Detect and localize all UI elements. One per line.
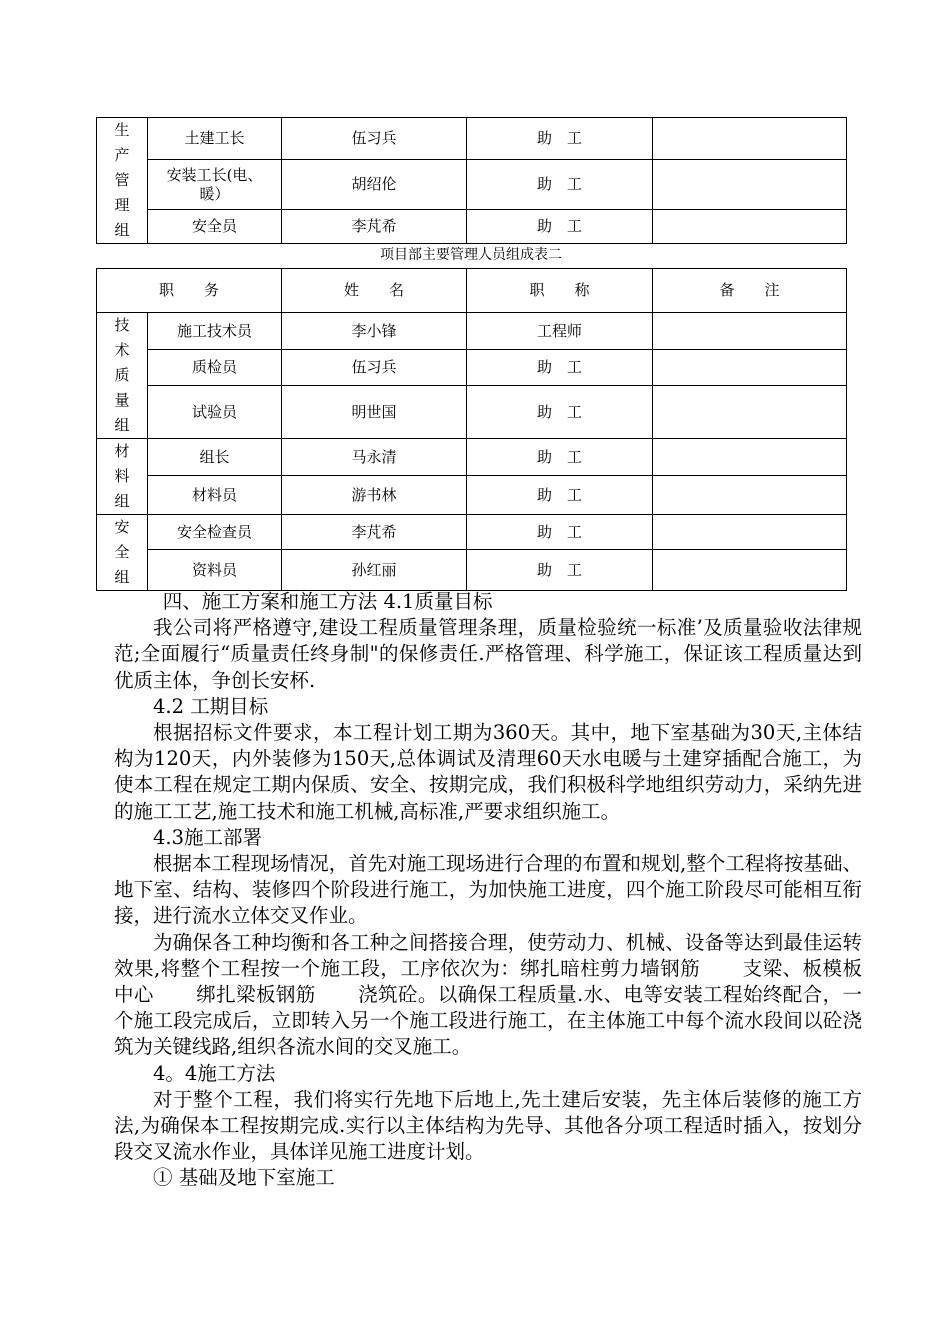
group-safety: 安全组 [97,515,148,591]
name-cell: 伍习兵 [282,350,467,386]
role-cell: 组长 [148,439,282,476]
header-note: 备 注 [653,269,847,313]
list-item: ① 基础及地下室施工 [153,1166,335,1190]
header-name: 姓 名 [282,269,467,313]
group-production: 生产管理组 [97,118,148,244]
note-cell [653,550,847,591]
title-cell: 助 工 [467,515,653,550]
title-cell: 工程师 [467,313,653,350]
title-cell: 助 工 [467,160,653,210]
subsection-heading: 4。4施工方法 [153,1061,276,1085]
paragraph: 根据本工程现场情况，首先对施工现场进行合理的布置和规划,整个工程将按基础、地下室、结构、装修四个阶段进行施工，为加快施工进度，四个施工阶段尽可能相互衔接，进行流水立体交叉作业。 [114,852,862,928]
name-cell: 李芃希 [282,210,467,244]
group-materials: 材料组 [97,439,148,515]
title-cell: 助 工 [467,476,653,515]
paragraph: 我公司将严格遵守,建设工程质量管理条理，质量检验统一标准’及质量验收法律规范;全面履行“质量责任终身制"的保修责任.严格管理、科学施工，保证该工程质量达到优质主体，争创长安杯. [114,616,862,692]
note-cell [653,515,847,550]
name-cell: 孙红丽 [282,550,467,591]
paragraph: 对于整个工程，我们将实行先地下后地上,先土建后安装，先主体后装修的施工方法,为确保本工程按期完成.实行以主体结构为先导、其他各分项工程适时插入，按划分段交叉流水作业，具体详见施工进度计划。 [114,1087,862,1164]
note-cell [653,350,847,386]
table-caption: 项目部主要管理人员组成表二 [380,247,562,263]
role-cell: 土建工长 [148,118,282,160]
process-rest: 浇筑砼。以确保工程质量.水、电等安装工程始终配合，一个施工段完成后，立即转入另一个施工段进行施工，在主体施工中每个流水段间以砼浇筑为关键线路,组织各流水间的交叉施工。 [114,983,862,1059]
note-cell [653,313,847,350]
header-role: 职 务 [97,269,282,313]
name-cell: 胡绍伦 [282,160,467,210]
section-heading: 四、施工方案和施工方法 4.1质量目标 [162,590,493,613]
title-cell: 助 工 [467,439,653,476]
role-cell: 安全员 [148,210,282,244]
note-cell [653,160,847,210]
name-cell: 马永清 [282,439,467,476]
role-cell: 材料员 [148,476,282,515]
note-cell [653,439,847,476]
note-cell [653,210,847,244]
name-cell: 李小锋 [282,313,467,350]
title-cell: 助 工 [467,386,653,439]
title-cell: 助 工 [467,118,653,160]
note-cell [653,118,847,160]
process-intro: 为确保各工种均衡和各工种之间搭接合理，使劳动力、机械、设备等达到最佳运转效果,将整个工程按一个施工段，工序依次为：绑扎暗柱剪力墙钢筋 [114,930,862,980]
role-cell: 安装工长(电、暖） [148,160,282,210]
document-body [114,589,862,1192]
name-cell: 游书林 [282,476,467,515]
management-table-2 [96,268,847,591]
process-step: 绑扎梁板钢筋 [195,983,316,1007]
name-cell: 李芃希 [282,515,467,550]
paragraph-process [114,930,862,1061]
note-cell [653,476,847,515]
note-cell [653,386,847,439]
management-table-1 [96,117,847,244]
title-cell: 助 工 [467,550,653,591]
group-tech-quality: 技术质量组 [97,313,148,439]
role-cell: 试验员 [148,386,282,439]
paragraph: 根据招标文件要求，本工程计划工期为360天。其中，地下室基础为30天,主体结构为120天，内外装修为150天,总体调试及清理60天水电暖与土建穿插配合施工，为使本工程在规定工期内保质、安全、按期完成，我们积极科学地组织劳动力，采纳先进的施工工艺,施工技术和施工机械,高标准,严要求组织施工。 [114,721,862,823]
subsection-heading: 4.3施工部署 [153,825,263,849]
process-step: 支梁、板模板中心 [114,956,862,1007]
title-cell: 助 工 [467,210,653,244]
subsection-heading: 4.2 工期目标 [153,694,269,718]
role-cell: 安全检查员 [148,515,282,550]
role-cell: 施工技术员 [148,313,282,350]
header-title: 职 称 [467,269,653,313]
name-cell: 伍习兵 [282,118,467,160]
role-cell: 质检员 [148,350,282,386]
name-cell: 明世国 [282,386,467,439]
role-cell: 资料员 [148,550,282,591]
title-cell: 助 工 [467,350,653,386]
